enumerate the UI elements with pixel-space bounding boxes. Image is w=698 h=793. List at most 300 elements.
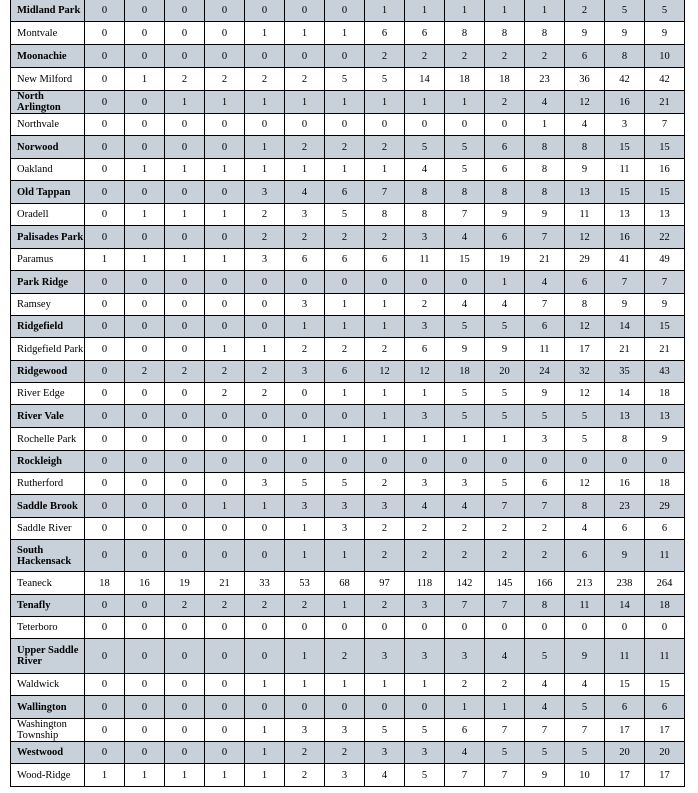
value-cell: 21 [205, 572, 245, 595]
value-cell: 2 [165, 361, 205, 383]
municipality-name-cell: Palisades Park [11, 226, 85, 249]
value-cell: 7 [445, 595, 485, 617]
value-cell: 17 [565, 338, 605, 361]
value-cell: 0 [85, 294, 125, 316]
value-cell: 6 [565, 540, 605, 572]
value-cell: 0 [85, 316, 125, 338]
value-cell: 23 [525, 68, 565, 91]
value-cell: 4 [445, 294, 485, 316]
value-cell: 11 [525, 338, 565, 361]
value-cell: 2 [285, 595, 325, 617]
value-cell: 0 [285, 405, 325, 428]
value-cell: 7 [645, 271, 685, 294]
value-cell: 6 [525, 473, 565, 495]
value-cell: 2 [285, 742, 325, 764]
value-cell: 8 [365, 204, 405, 226]
value-cell: 1 [205, 204, 245, 226]
value-cell: 0 [365, 617, 405, 639]
value-cell: 1 [525, 0, 565, 22]
value-cell: 12 [565, 383, 605, 405]
value-cell: 264 [645, 572, 685, 595]
value-cell: 3 [365, 495, 405, 518]
value-cell: 7 [605, 271, 645, 294]
value-cell: 0 [125, 428, 165, 451]
value-cell: 5 [485, 405, 525, 428]
value-cell: 17 [645, 764, 685, 787]
value-cell: 0 [245, 540, 285, 572]
value-cell: 5 [325, 473, 365, 495]
value-cell: 0 [365, 696, 405, 719]
value-cell: 2 [165, 68, 205, 91]
value-cell: 1 [325, 91, 365, 114]
value-cell: 2 [485, 674, 525, 696]
value-cell: 15 [445, 249, 485, 271]
value-cell: 3 [245, 249, 285, 271]
value-cell: 2 [365, 473, 405, 495]
value-cell: 1 [485, 696, 525, 719]
value-cell: 3 [405, 595, 445, 617]
value-cell: 18 [645, 595, 685, 617]
value-cell: 3 [405, 405, 445, 428]
table-row [11, 91, 685, 114]
value-cell: 5 [485, 473, 525, 495]
value-cell: 6 [365, 249, 405, 271]
municipality-name-cell: Wallington [11, 696, 85, 719]
value-cell: 0 [85, 226, 125, 249]
value-cell: 0 [405, 696, 445, 719]
value-cell: 1 [125, 204, 165, 226]
value-cell: 1 [205, 159, 245, 181]
value-cell: 15 [605, 136, 645, 159]
value-cell: 0 [85, 159, 125, 181]
value-cell: 0 [165, 473, 205, 495]
value-cell: 2 [405, 540, 445, 572]
value-cell: 5 [325, 204, 365, 226]
table-row [11, 338, 685, 361]
value-cell: 1 [405, 674, 445, 696]
value-cell: 8 [445, 181, 485, 204]
value-cell: 0 [125, 0, 165, 22]
value-cell: 3 [325, 764, 365, 787]
value-cell: 2 [445, 674, 485, 696]
value-cell: 8 [405, 181, 445, 204]
value-cell: 2 [125, 361, 165, 383]
value-cell: 8 [565, 495, 605, 518]
value-cell: 4 [525, 674, 565, 696]
value-cell: 4 [445, 226, 485, 249]
value-cell: 0 [125, 518, 165, 540]
value-cell: 1 [325, 540, 365, 572]
value-cell: 0 [85, 204, 125, 226]
municipality-data-table [10, 0, 685, 787]
value-cell: 0 [205, 294, 245, 316]
value-cell: 1 [405, 428, 445, 451]
value-cell: 0 [645, 451, 685, 473]
value-cell: 17 [605, 719, 645, 742]
value-cell: 8 [445, 22, 485, 45]
value-cell: 0 [245, 617, 285, 639]
value-cell: 1 [125, 159, 165, 181]
table-row [11, 518, 685, 540]
value-cell: 1 [325, 595, 365, 617]
municipality-name-cell: Westwood [11, 742, 85, 764]
value-cell: 5 [605, 0, 645, 22]
value-cell: 2 [285, 338, 325, 361]
value-cell: 1 [325, 383, 365, 405]
value-cell: 4 [565, 674, 605, 696]
value-cell: 1 [205, 338, 245, 361]
table-row [11, 361, 685, 383]
value-cell: 1 [325, 316, 365, 338]
value-cell: 2 [485, 518, 525, 540]
value-cell: 8 [605, 45, 645, 68]
value-cell: 0 [285, 45, 325, 68]
value-cell: 1 [485, 428, 525, 451]
value-cell: 7 [445, 764, 485, 787]
value-cell: 1 [285, 22, 325, 45]
value-cell: 3 [285, 361, 325, 383]
value-cell: 3 [405, 742, 445, 764]
value-cell: 6 [405, 338, 445, 361]
municipality-name-cell: Ramsey [11, 294, 85, 316]
value-cell: 7 [525, 226, 565, 249]
municipality-name-cell: New Milford [11, 68, 85, 91]
value-cell: 18 [645, 383, 685, 405]
municipality-name-cell: Teterboro [11, 617, 85, 639]
value-cell: 6 [325, 249, 365, 271]
value-cell: 5 [565, 405, 605, 428]
value-cell: 0 [125, 45, 165, 68]
value-cell: 5 [365, 719, 405, 742]
value-cell: 2 [285, 226, 325, 249]
value-cell: 5 [365, 68, 405, 91]
value-cell: 2 [245, 595, 285, 617]
value-cell: 11 [645, 540, 685, 572]
value-cell: 1 [325, 22, 365, 45]
value-cell: 0 [85, 0, 125, 22]
value-cell: 32 [565, 361, 605, 383]
value-cell: 0 [125, 742, 165, 764]
value-cell: 4 [525, 271, 565, 294]
table-row [11, 0, 685, 22]
value-cell: 0 [85, 742, 125, 764]
value-cell: 0 [165, 674, 205, 696]
value-cell: 6 [325, 181, 365, 204]
value-cell: 0 [205, 719, 245, 742]
value-cell: 5 [485, 316, 525, 338]
table-row [11, 204, 685, 226]
value-cell: 16 [645, 159, 685, 181]
value-cell: 0 [125, 595, 165, 617]
value-cell: 8 [525, 159, 565, 181]
value-cell: 5 [285, 473, 325, 495]
value-cell: 0 [525, 617, 565, 639]
value-cell: 4 [485, 294, 525, 316]
value-cell: 0 [125, 226, 165, 249]
value-cell: 0 [245, 316, 285, 338]
value-cell: 11 [645, 639, 685, 674]
value-cell: 20 [605, 742, 645, 764]
value-cell: 29 [565, 249, 605, 271]
value-cell: 1 [245, 742, 285, 764]
value-cell: 8 [525, 22, 565, 45]
value-cell: 0 [165, 405, 205, 428]
municipality-name-cell: Northvale [11, 114, 85, 136]
value-cell: 1 [405, 383, 445, 405]
value-cell: 2 [325, 742, 365, 764]
value-cell: 0 [165, 181, 205, 204]
value-cell: 4 [445, 495, 485, 518]
value-cell: 1 [365, 91, 405, 114]
table-row [11, 159, 685, 181]
value-cell: 0 [245, 45, 285, 68]
value-cell: 6 [565, 271, 605, 294]
value-cell: 1 [285, 316, 325, 338]
value-cell: 1 [245, 719, 285, 742]
value-cell: 1 [325, 674, 365, 696]
municipality-name-cell: Waldwick [11, 674, 85, 696]
value-cell: 0 [165, 226, 205, 249]
table-row [11, 271, 685, 294]
value-cell: 0 [605, 617, 645, 639]
value-cell: 0 [205, 473, 245, 495]
value-cell: 1 [365, 383, 405, 405]
value-cell: 2 [365, 226, 405, 249]
value-cell: 0 [85, 595, 125, 617]
value-cell: 0 [365, 451, 405, 473]
value-cell: 5 [445, 136, 485, 159]
value-cell: 2 [205, 68, 245, 91]
value-cell: 8 [605, 428, 645, 451]
table-row [11, 294, 685, 316]
table-row [11, 572, 685, 595]
value-cell: 11 [565, 595, 605, 617]
value-cell: 0 [85, 719, 125, 742]
value-cell: 1 [245, 22, 285, 45]
value-cell: 0 [205, 45, 245, 68]
value-cell: 0 [285, 696, 325, 719]
value-cell: 3 [525, 428, 565, 451]
value-cell: 7 [365, 181, 405, 204]
value-cell: 166 [525, 572, 565, 595]
municipality-name-cell: Tenafly [11, 595, 85, 617]
value-cell: 0 [205, 226, 245, 249]
value-cell: 0 [445, 617, 485, 639]
value-cell: 2 [365, 540, 405, 572]
value-cell: 15 [645, 181, 685, 204]
table-row [11, 428, 685, 451]
value-cell: 2 [285, 764, 325, 787]
value-cell: 2 [365, 136, 405, 159]
value-cell: 33 [245, 572, 285, 595]
value-cell: 6 [485, 226, 525, 249]
value-cell: 0 [205, 405, 245, 428]
value-cell: 18 [485, 68, 525, 91]
value-cell: 1 [85, 764, 125, 787]
value-cell: 6 [485, 136, 525, 159]
value-cell: 0 [245, 0, 285, 22]
value-cell: 42 [645, 68, 685, 91]
value-cell: 10 [565, 764, 605, 787]
value-cell: 0 [205, 114, 245, 136]
value-cell: 2 [325, 226, 365, 249]
value-cell: 9 [445, 338, 485, 361]
value-cell: 1 [325, 294, 365, 316]
value-cell: 7 [525, 294, 565, 316]
value-cell: 14 [605, 316, 645, 338]
value-cell: 8 [405, 204, 445, 226]
value-cell: 0 [205, 22, 245, 45]
value-cell: 0 [365, 114, 405, 136]
value-cell: 36 [565, 68, 605, 91]
value-cell: 1 [205, 495, 245, 518]
value-cell: 2 [365, 338, 405, 361]
value-cell: 1 [245, 159, 285, 181]
value-cell: 0 [125, 495, 165, 518]
value-cell: 68 [325, 572, 365, 595]
municipality-name-cell: Saddle Brook [11, 495, 85, 518]
value-cell: 0 [165, 338, 205, 361]
municipality-name-cell: South Hackensack [11, 540, 85, 572]
value-cell: 3 [285, 204, 325, 226]
value-cell: 15 [645, 136, 685, 159]
value-cell: 0 [85, 91, 125, 114]
value-cell: 2 [205, 595, 245, 617]
value-cell: 15 [605, 674, 645, 696]
value-cell: 0 [165, 383, 205, 405]
table-row [11, 451, 685, 473]
value-cell: 0 [85, 271, 125, 294]
value-cell: 29 [645, 495, 685, 518]
municipality-name-cell: River Vale [11, 405, 85, 428]
value-cell: 5 [405, 764, 445, 787]
municipality-name-cell: Ridgewood [11, 361, 85, 383]
value-cell: 0 [165, 22, 205, 45]
table-row [11, 764, 685, 787]
value-cell: 4 [285, 181, 325, 204]
value-cell: 1 [245, 764, 285, 787]
value-cell: 5 [565, 696, 605, 719]
value-cell: 0 [165, 742, 205, 764]
value-cell: 9 [605, 540, 645, 572]
value-cell: 1 [405, 0, 445, 22]
value-cell: 0 [165, 114, 205, 136]
value-cell: 0 [165, 540, 205, 572]
value-cell: 2 [445, 518, 485, 540]
value-cell: 20 [485, 361, 525, 383]
value-cell: 0 [85, 674, 125, 696]
value-cell: 24 [525, 361, 565, 383]
value-cell: 2 [365, 595, 405, 617]
value-cell: 0 [205, 316, 245, 338]
value-cell: 0 [85, 338, 125, 361]
value-cell: 1 [165, 204, 205, 226]
value-cell: 0 [125, 316, 165, 338]
value-cell: 2 [285, 136, 325, 159]
value-cell: 2 [245, 361, 285, 383]
value-cell: 6 [525, 316, 565, 338]
value-cell: 5 [485, 742, 525, 764]
value-cell: 0 [245, 405, 285, 428]
value-cell: 3 [285, 719, 325, 742]
table-row [11, 249, 685, 271]
value-cell: 0 [125, 719, 165, 742]
value-cell: 0 [405, 114, 445, 136]
value-cell: 5 [525, 639, 565, 674]
table-row [11, 383, 685, 405]
value-cell: 12 [365, 361, 405, 383]
value-cell: 53 [285, 572, 325, 595]
table-row [11, 136, 685, 159]
value-cell: 23 [605, 495, 645, 518]
value-cell: 2 [405, 294, 445, 316]
value-cell: 1 [245, 91, 285, 114]
value-cell: 17 [605, 764, 645, 787]
value-cell: 0 [125, 473, 165, 495]
value-cell: 2 [325, 136, 365, 159]
value-cell: 4 [405, 159, 445, 181]
value-cell: 0 [85, 473, 125, 495]
value-cell: 3 [405, 473, 445, 495]
value-cell: 2 [325, 639, 365, 674]
municipality-name-cell: Oradell [11, 204, 85, 226]
value-cell: 0 [485, 114, 525, 136]
value-cell: 10 [645, 45, 685, 68]
value-cell: 0 [445, 271, 485, 294]
value-cell: 0 [85, 181, 125, 204]
municipality-name-cell: Upper Saddle River [11, 639, 85, 674]
value-cell: 0 [165, 45, 205, 68]
value-cell: 12 [405, 361, 445, 383]
value-cell: 0 [245, 639, 285, 674]
value-cell: 1 [365, 159, 405, 181]
value-cell: 4 [525, 696, 565, 719]
value-cell: 2 [205, 361, 245, 383]
value-cell: 0 [205, 674, 245, 696]
value-cell: 0 [125, 696, 165, 719]
value-cell: 0 [165, 271, 205, 294]
value-cell: 3 [325, 495, 365, 518]
value-cell: 2 [245, 204, 285, 226]
value-cell: 0 [165, 316, 205, 338]
value-cell: 0 [445, 451, 485, 473]
value-cell: 2 [525, 518, 565, 540]
value-cell: 2 [245, 226, 285, 249]
value-cell: 0 [165, 617, 205, 639]
value-cell: 0 [565, 617, 605, 639]
value-cell: 2 [405, 45, 445, 68]
value-cell: 8 [525, 595, 565, 617]
municipality-name-cell: Teaneck [11, 572, 85, 595]
value-cell: 21 [605, 338, 645, 361]
value-cell: 18 [445, 68, 485, 91]
value-cell: 9 [605, 294, 645, 316]
value-cell: 213 [565, 572, 605, 595]
value-cell: 1 [125, 249, 165, 271]
value-cell: 5 [445, 159, 485, 181]
value-cell: 0 [125, 271, 165, 294]
value-cell: 2 [325, 338, 365, 361]
municipality-name-cell: North Arlington [11, 91, 85, 114]
value-cell: 9 [645, 428, 685, 451]
table-row [11, 226, 685, 249]
value-cell: 5 [445, 405, 485, 428]
value-cell: 0 [365, 271, 405, 294]
value-cell: 1 [285, 540, 325, 572]
value-cell: 1 [165, 159, 205, 181]
value-cell: 0 [245, 451, 285, 473]
value-cell: 0 [205, 181, 245, 204]
